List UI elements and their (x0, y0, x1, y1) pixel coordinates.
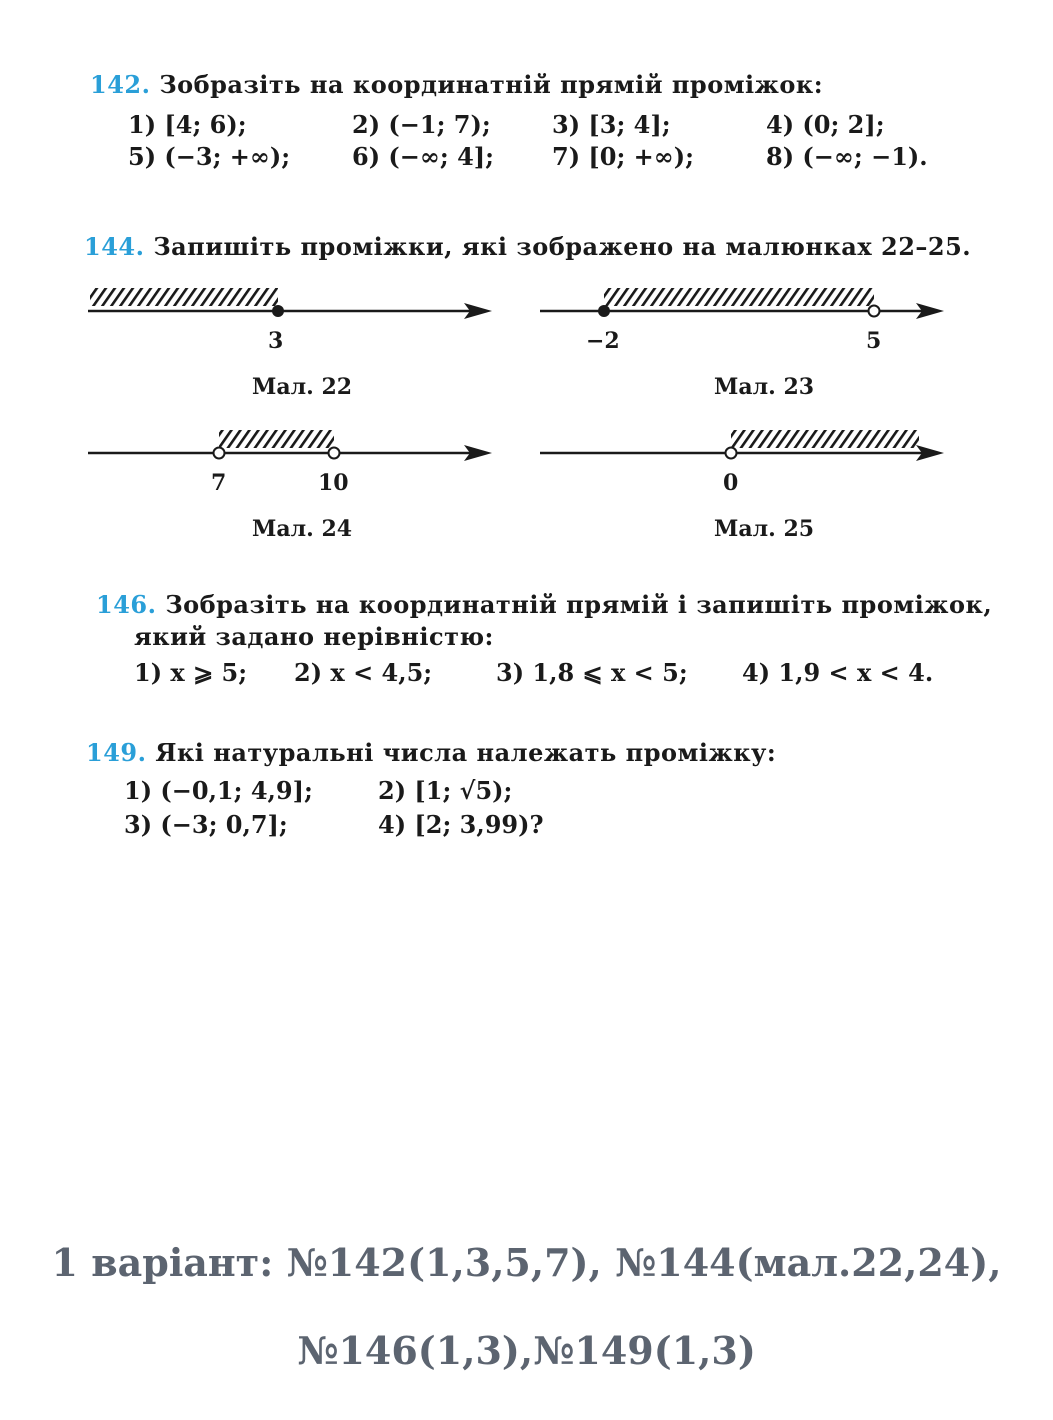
task-142-item: 6) (−∞; 4]; (352, 142, 494, 171)
shaded-region (731, 430, 919, 448)
task-144-text: Запишіть проміжки, які зображено на малюнках 22–25. (153, 232, 972, 261)
open-point (726, 448, 737, 459)
task-146-item: 1) x ⩾ 5; (134, 658, 248, 687)
task-142-item: 2) (−1; 7); (352, 110, 491, 139)
assignment-note-line2: №146(1,3),№149(1,3) (297, 1328, 756, 1373)
figure-caption: Мал. 22 (252, 374, 353, 400)
figure-caption: Мал. 23 (714, 374, 815, 400)
tick-label: 10 (318, 470, 349, 496)
figure-caption: Мал. 24 (252, 516, 353, 542)
task-146-heading (96, 590, 992, 619)
tick-label: 3 (268, 328, 284, 354)
task-142-item: 4) (0; 2]; (766, 110, 885, 139)
task-149-item: 2) [1; √5); (378, 776, 513, 805)
task-149-item: 3) (−3; 0,7]; (124, 810, 288, 839)
task-142-item: 8) (−∞; −1). (766, 142, 928, 171)
tick-label: 7 (211, 470, 227, 496)
number-line-figure-25 (0, 0, 1053, 560)
task-146-item: 2) x < 4,5; (294, 658, 433, 687)
tick-label: −2 (586, 328, 620, 354)
figure-caption: Мал. 25 (714, 516, 815, 542)
task-146-item: 3) 1,8 ⩽ x < 5; (496, 658, 688, 687)
tick-label: 0 (723, 470, 739, 496)
task-142-number: 142. (90, 70, 151, 99)
task-149-number: 149. (86, 738, 147, 767)
task-149-heading (86, 738, 776, 767)
task-146-text-line2: який задано нерівністю: (134, 622, 494, 651)
task-144-number: 144. (84, 232, 145, 261)
task-146-number: 146. (96, 590, 157, 619)
task-149-text: Які натуральні числа належать проміжку: (155, 738, 777, 767)
task-142-item: 1) [4; 6); (128, 110, 247, 139)
task-142-item: 5) (−3; +∞); (128, 142, 291, 171)
tick-label: 5 (866, 328, 882, 354)
task-149-item: 4) [2; 3,99)? (378, 810, 544, 839)
assignment-note-line1: 1 варіант: №142(1,3,5,7), №144(мал.22,24), (51, 1240, 1002, 1285)
task-142-item: 3) [3; 4]; (552, 110, 671, 139)
task-142-text: Зобразіть на координатній прямій проміжок: (159, 70, 824, 99)
task-142-item: 7) [0; +∞); (552, 142, 694, 171)
task-146-text-line1: Зобразіть на координатній прямій і запишіть проміжок, (165, 590, 993, 619)
task-146-item: 4) 1,9 < x < 4. (742, 658, 934, 687)
task-149-item: 1) (−0,1; 4,9]; (124, 776, 313, 805)
